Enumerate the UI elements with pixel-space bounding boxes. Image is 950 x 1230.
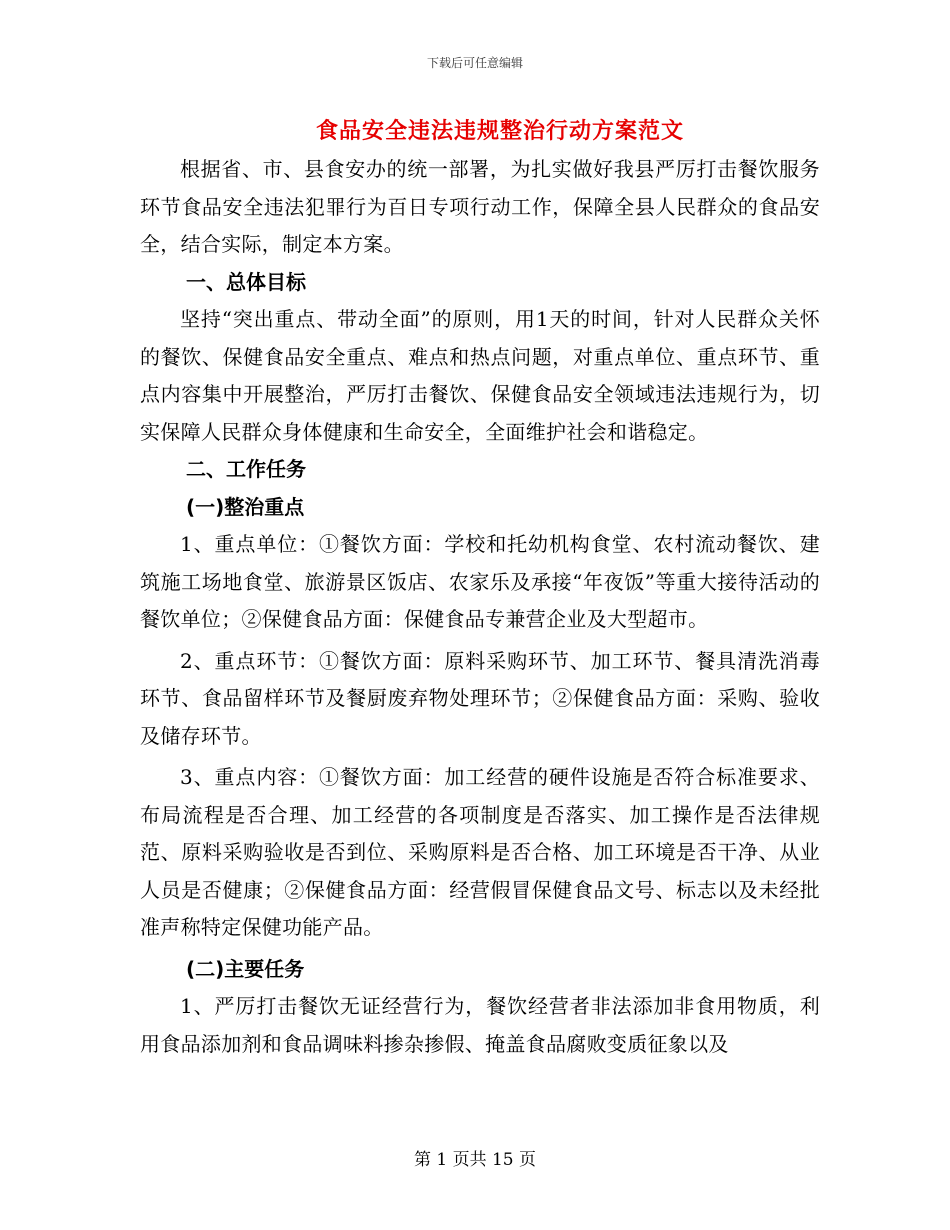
document-title: 食品安全违法违规整治行动方案范文 bbox=[315, 118, 684, 144]
intro-paragraph: 根据省、市、县食安办的统一部署，为扎实做好我县严厉打击餐饮服务环节食品安全违法犯罪行为百日专项行动工作，保障全县人民群众的食品安全，结合实际，制定本方案。 bbox=[140, 157, 820, 256]
subsection-heading-main-tasks: (二)主要任务 bbox=[186, 956, 305, 981]
focus-item-units: 1、重点单位：①餐饮方面：学校和托幼机构食堂、农村流动餐饮、建筑施工场地食堂、旅游景区饭店、农家乐及承接“年夜饭”等重大接待活动的餐饮单位；②保健食品方面：保健食品专兼营企业及大型超市。 bbox=[140, 532, 820, 631]
page-footer: 第 1 页共 15 页 bbox=[413, 1150, 537, 1170]
section-heading-goals: 一、总体目标 bbox=[186, 269, 306, 294]
goals-paragraph: 坚持“突出重点、带动全面”的原则，用1天的时间，针对人民群众关怀的餐饮、保健食品安全重点、难点和热点问题，对重点单位、重点环节、重点内容集中开展整治，严厉打击餐饮、保健食品安全领域违法违规行为，切实保障人民群众身体健康和生命安全，全面维护社会和谐稳定。 bbox=[140, 307, 820, 444]
document-body bbox=[140, 151, 820, 1063]
main-task-item-1: 1、严厉打击餐饮无证经营行为，餐饮经营者非法添加非食用物质，利用食品添加剂和食品调味料掺杂掺假、掩盖食品腐败变质征象以及 bbox=[140, 994, 820, 1056]
focus-item-links: 2、重点环节：①餐饮方面：原料采购环节、加工环节、餐具清洗消毒环节、食品留样环节及餐厨废弃物处理环节；②保健食品方面：采购、验收及储存环节。 bbox=[140, 648, 820, 748]
focus-item-content: 3、重点内容：①餐饮方面：加工经营的硬件设施是否符合标准要求、布局流程是否合理、加工经营的各项制度是否落实、加工操作是否法律规范、原料采购验收是否到位、采购原料是否合格、加工环境是否干净、从业人员是否健康；②保健食品方面：经营假冒保健食品文号、标志以及未经批准声称特定保健功能产品。 bbox=[140, 765, 820, 939]
subsection-heading-focus: (一)整治重点 bbox=[186, 494, 305, 519]
header-note: 下载后可任意编辑 bbox=[426, 56, 523, 70]
section-heading-tasks: 二、工作任务 bbox=[186, 457, 306, 481]
